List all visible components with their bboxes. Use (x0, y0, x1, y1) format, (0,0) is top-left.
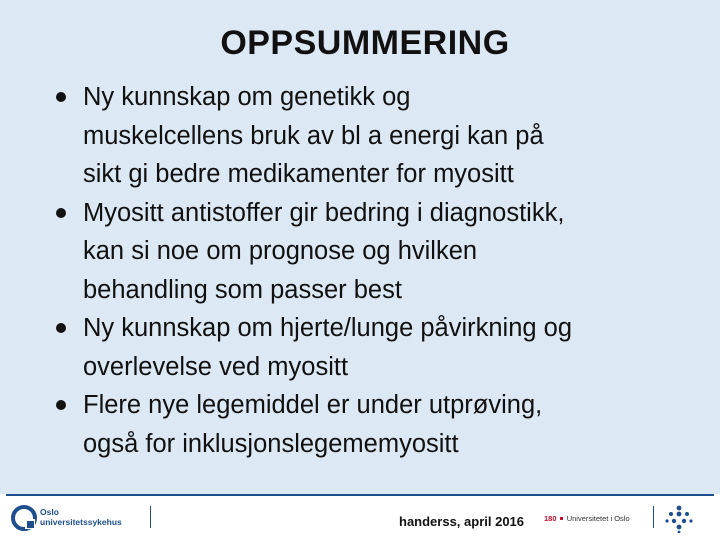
dot-grid-logo-icon (665, 505, 693, 533)
bullet-list (56, 78, 696, 463)
hospital-name-line1: Oslo (40, 507, 59, 517)
uio-number: 180 (544, 514, 557, 523)
bullet-line: Myositt antistoffer gir bedring i diagnostikk, (83, 198, 565, 227)
footer-separator (150, 506, 151, 528)
bullet-line: Flere nye legemiddel er under utprøving, (83, 391, 543, 419)
bullet-line: Ny kunnskap om hjerte/lunge påvirkning og (83, 314, 573, 342)
bullet-line: muskelcellens bruk av bl a energi kan på (83, 121, 544, 150)
oslo-university-hospital-logo-icon (10, 504, 38, 532)
slide-title: OPPSUMMERING (220, 24, 510, 62)
footer-divider (6, 494, 714, 496)
footer-author-date: handerss, april 2016 (399, 514, 525, 529)
bullet-line: behandling som passer best (83, 275, 402, 304)
bullet-line: også for inklusjonslegememyositt (83, 429, 459, 458)
bullet-line: kan si noe om prognose og hvilken (83, 237, 478, 265)
bullet-dot-icon (56, 92, 66, 102)
bullet-dot-icon (56, 208, 66, 218)
footer (0, 494, 720, 540)
hospital-name (40, 507, 122, 527)
bullet-item (56, 309, 696, 386)
bullet-item (56, 386, 696, 463)
bullet-dot-icon (56, 323, 66, 333)
uio-name: Universitetet i Oslo (566, 514, 630, 523)
bullet-line: overlevelse ved myositt (83, 352, 349, 381)
bullet-item (56, 78, 696, 194)
bullet-line: sikt gi bedre medikamenter for myositt (83, 160, 514, 188)
uio-mark-icon (560, 517, 563, 520)
footer-separator (653, 506, 654, 528)
bullet-line: Ny kunnskap om genetikk og (83, 83, 411, 111)
bullet-item (56, 194, 696, 310)
uio-logo (544, 514, 630, 523)
bullet-dot-icon (56, 400, 66, 410)
hospital-name-line2: universitetssykehus (40, 517, 122, 527)
